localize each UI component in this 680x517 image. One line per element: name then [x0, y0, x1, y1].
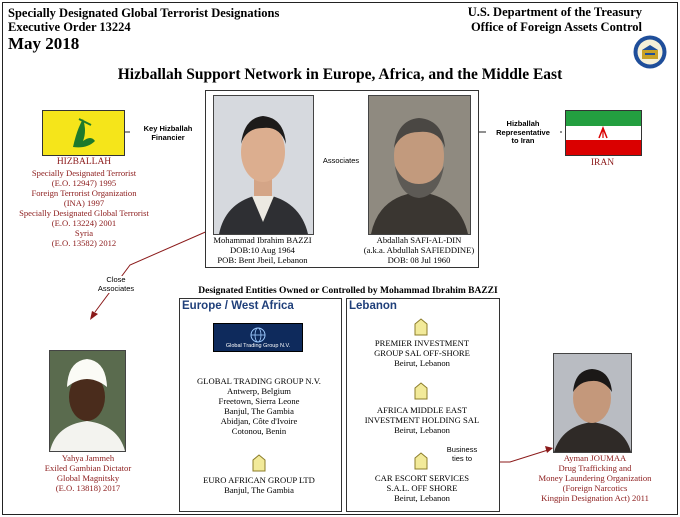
safi-photo — [368, 95, 471, 235]
premier-entity — [350, 338, 494, 368]
entities-heading: Designated Entities Owned or Controlled by Mohammad Ibrahim BAZZI — [198, 286, 498, 296]
gtg-line: Antwerp, Belgium — [227, 386, 291, 396]
joumaa-portrait-icon — [554, 354, 631, 452]
representative-label-line: Hizballah — [506, 119, 540, 128]
euro-line: EURO AFRICAN GROUP LTD — [203, 475, 315, 485]
representative-label-line: Representative — [496, 127, 550, 137]
hizballah-caption — [4, 157, 164, 248]
hizballah-line: (E.O. 13582) 2012 — [51, 238, 117, 248]
hizballah-line: Specially Designated Terrorist — [31, 168, 137, 178]
premier-building-icon — [414, 318, 428, 336]
africa-building-icon — [414, 382, 428, 400]
jammeh-caption — [8, 453, 168, 493]
car-line: Beirut, Lebanon — [394, 493, 450, 503]
jammeh-line: (E.O. 13818) 2017 — [55, 483, 121, 493]
financier-label-line: Key Hizballah — [143, 124, 193, 133]
euro-line: Banjul, The Gambia — [224, 485, 294, 495]
bazzi-portrait-icon — [214, 96, 313, 234]
hizballah-line: Foreign Terrorist Organization — [31, 188, 137, 198]
business-ties-label — [440, 446, 484, 463]
euro-entity — [184, 475, 334, 495]
hizballah-line: (INA) 1997 — [63, 198, 105, 208]
iran-emblem-icon — [566, 126, 641, 140]
gtg-line: Banjul, The Gambia — [224, 406, 294, 416]
joumaa-line: Money Laundering Organization — [538, 473, 652, 483]
gtg-line: Abidjan, Côte d'Ivoire — [220, 416, 298, 426]
gtg-line: GLOBAL TRADING GROUP N.V. — [197, 376, 321, 386]
joumaa-line: (Foreign Narcotics — [562, 483, 628, 493]
joumaa-line: Drug Trafficking and — [558, 463, 632, 473]
gtg-line: Cotonou, Benin — [231, 426, 287, 436]
gtg-logo — [213, 323, 303, 352]
jammeh-photo — [49, 350, 126, 452]
representative-label — [486, 120, 560, 146]
bazzi-photo — [213, 95, 314, 235]
safi-portrait-icon — [369, 96, 470, 234]
gtg-logo-text: Global Trading Group N.V. — [225, 343, 291, 349]
financier-label — [130, 125, 206, 142]
africa-entity — [350, 405, 494, 435]
header-line2: Executive Order 13224 — [8, 20, 131, 34]
hizballah-line: Specially Designated Global Terrorist — [19, 208, 149, 218]
close-associates-label-line: Close — [106, 275, 126, 284]
car-building-icon — [414, 452, 428, 470]
hizballah-line: (E.O. 13224) 2001 — [51, 218, 117, 228]
hizballah-line: Syria — [74, 228, 94, 238]
africa-line: INVESTMENT HOLDING SAL — [364, 415, 480, 425]
gtg-entity — [184, 376, 334, 436]
jammeh-portrait-icon — [50, 351, 125, 451]
representative-label-line: to Iran — [511, 136, 535, 145]
gtg-line: Freetown, Sierra Leone — [218, 396, 300, 406]
joumaa-caption — [520, 453, 670, 503]
iran-flag — [565, 110, 642, 156]
close-associates-label — [94, 276, 138, 293]
hizballah-emblem-icon — [43, 111, 124, 155]
premier-line: Beirut, Lebanon — [394, 358, 450, 368]
business-ties-arrow — [545, 446, 553, 453]
premier-line: GROUP SAL OFF-SHORE — [374, 348, 470, 358]
jammeh-name: Yahya Jammeh — [61, 453, 115, 463]
close-associates-label-line: Associates — [97, 283, 135, 293]
agency-name: U.S. Department of the Treasury — [467, 5, 642, 19]
joumaa-line: Kingpin Designation Act) 2011 — [541, 493, 649, 503]
africa-line: AFRICA MIDDLE EAST — [376, 405, 468, 415]
bazzi-dob: DOB:10 Aug 1964 — [230, 245, 295, 255]
safi-caption — [360, 235, 478, 265]
hizballah-name: HIZBALLAH — [56, 157, 112, 167]
bazzi-name: Mohammad Ibrahim BAZZI — [213, 235, 312, 245]
africa-line: Beirut, Lebanon — [394, 425, 450, 435]
hizballah-line: (E.O. 12947) 1995 — [51, 178, 117, 188]
header-date: May 2018 — [8, 34, 80, 53]
close-associates-arrow — [90, 311, 98, 320]
business-ties-label-line: Business — [446, 445, 478, 454]
associates-label: Associates — [318, 157, 364, 166]
safi-aka: (a.k.a. Abdullah SAFIEDDINE) — [363, 245, 475, 255]
car-line: S.A.L. OFF SHORE — [386, 483, 458, 493]
europe-label: Europe / West Africa — [182, 300, 294, 312]
car-entity — [350, 473, 494, 503]
agency-office: Office of Foreign Assets Control — [470, 20, 642, 34]
euro-building-icon — [252, 454, 266, 472]
lebanon-label: Lebanon — [349, 300, 397, 312]
safi-name: Abdallah SAFI-AL-DIN — [376, 235, 462, 245]
header-line1: Specially Designated Global Terrorist Designations — [8, 6, 280, 20]
financier-label-line: Financier — [151, 132, 185, 142]
iran-name: IRAN — [590, 158, 615, 168]
bazzi-caption — [205, 235, 320, 265]
safi-dob: DOB: 08 Jul 1960 — [387, 255, 451, 265]
jammeh-line: Global Magnitsky — [56, 473, 120, 483]
joumaa-name: Ayman JOUMAA — [563, 453, 627, 463]
premier-line: PREMIER INVESTMENT — [374, 338, 470, 348]
joumaa-photo — [553, 353, 632, 453]
hizballah-flag — [42, 110, 125, 156]
business-ties-label-line: ties to — [451, 453, 472, 463]
jammeh-line: Exiled Gambian Dictator — [44, 463, 132, 473]
car-line: CAR ESCORT SERVICES — [374, 473, 470, 483]
bazzi-pob: POB: Bent Jbeil, Lebanon — [217, 255, 308, 265]
page-title: Hizballah Support Network in Europe, Africa, and the Middle East — [117, 66, 563, 83]
